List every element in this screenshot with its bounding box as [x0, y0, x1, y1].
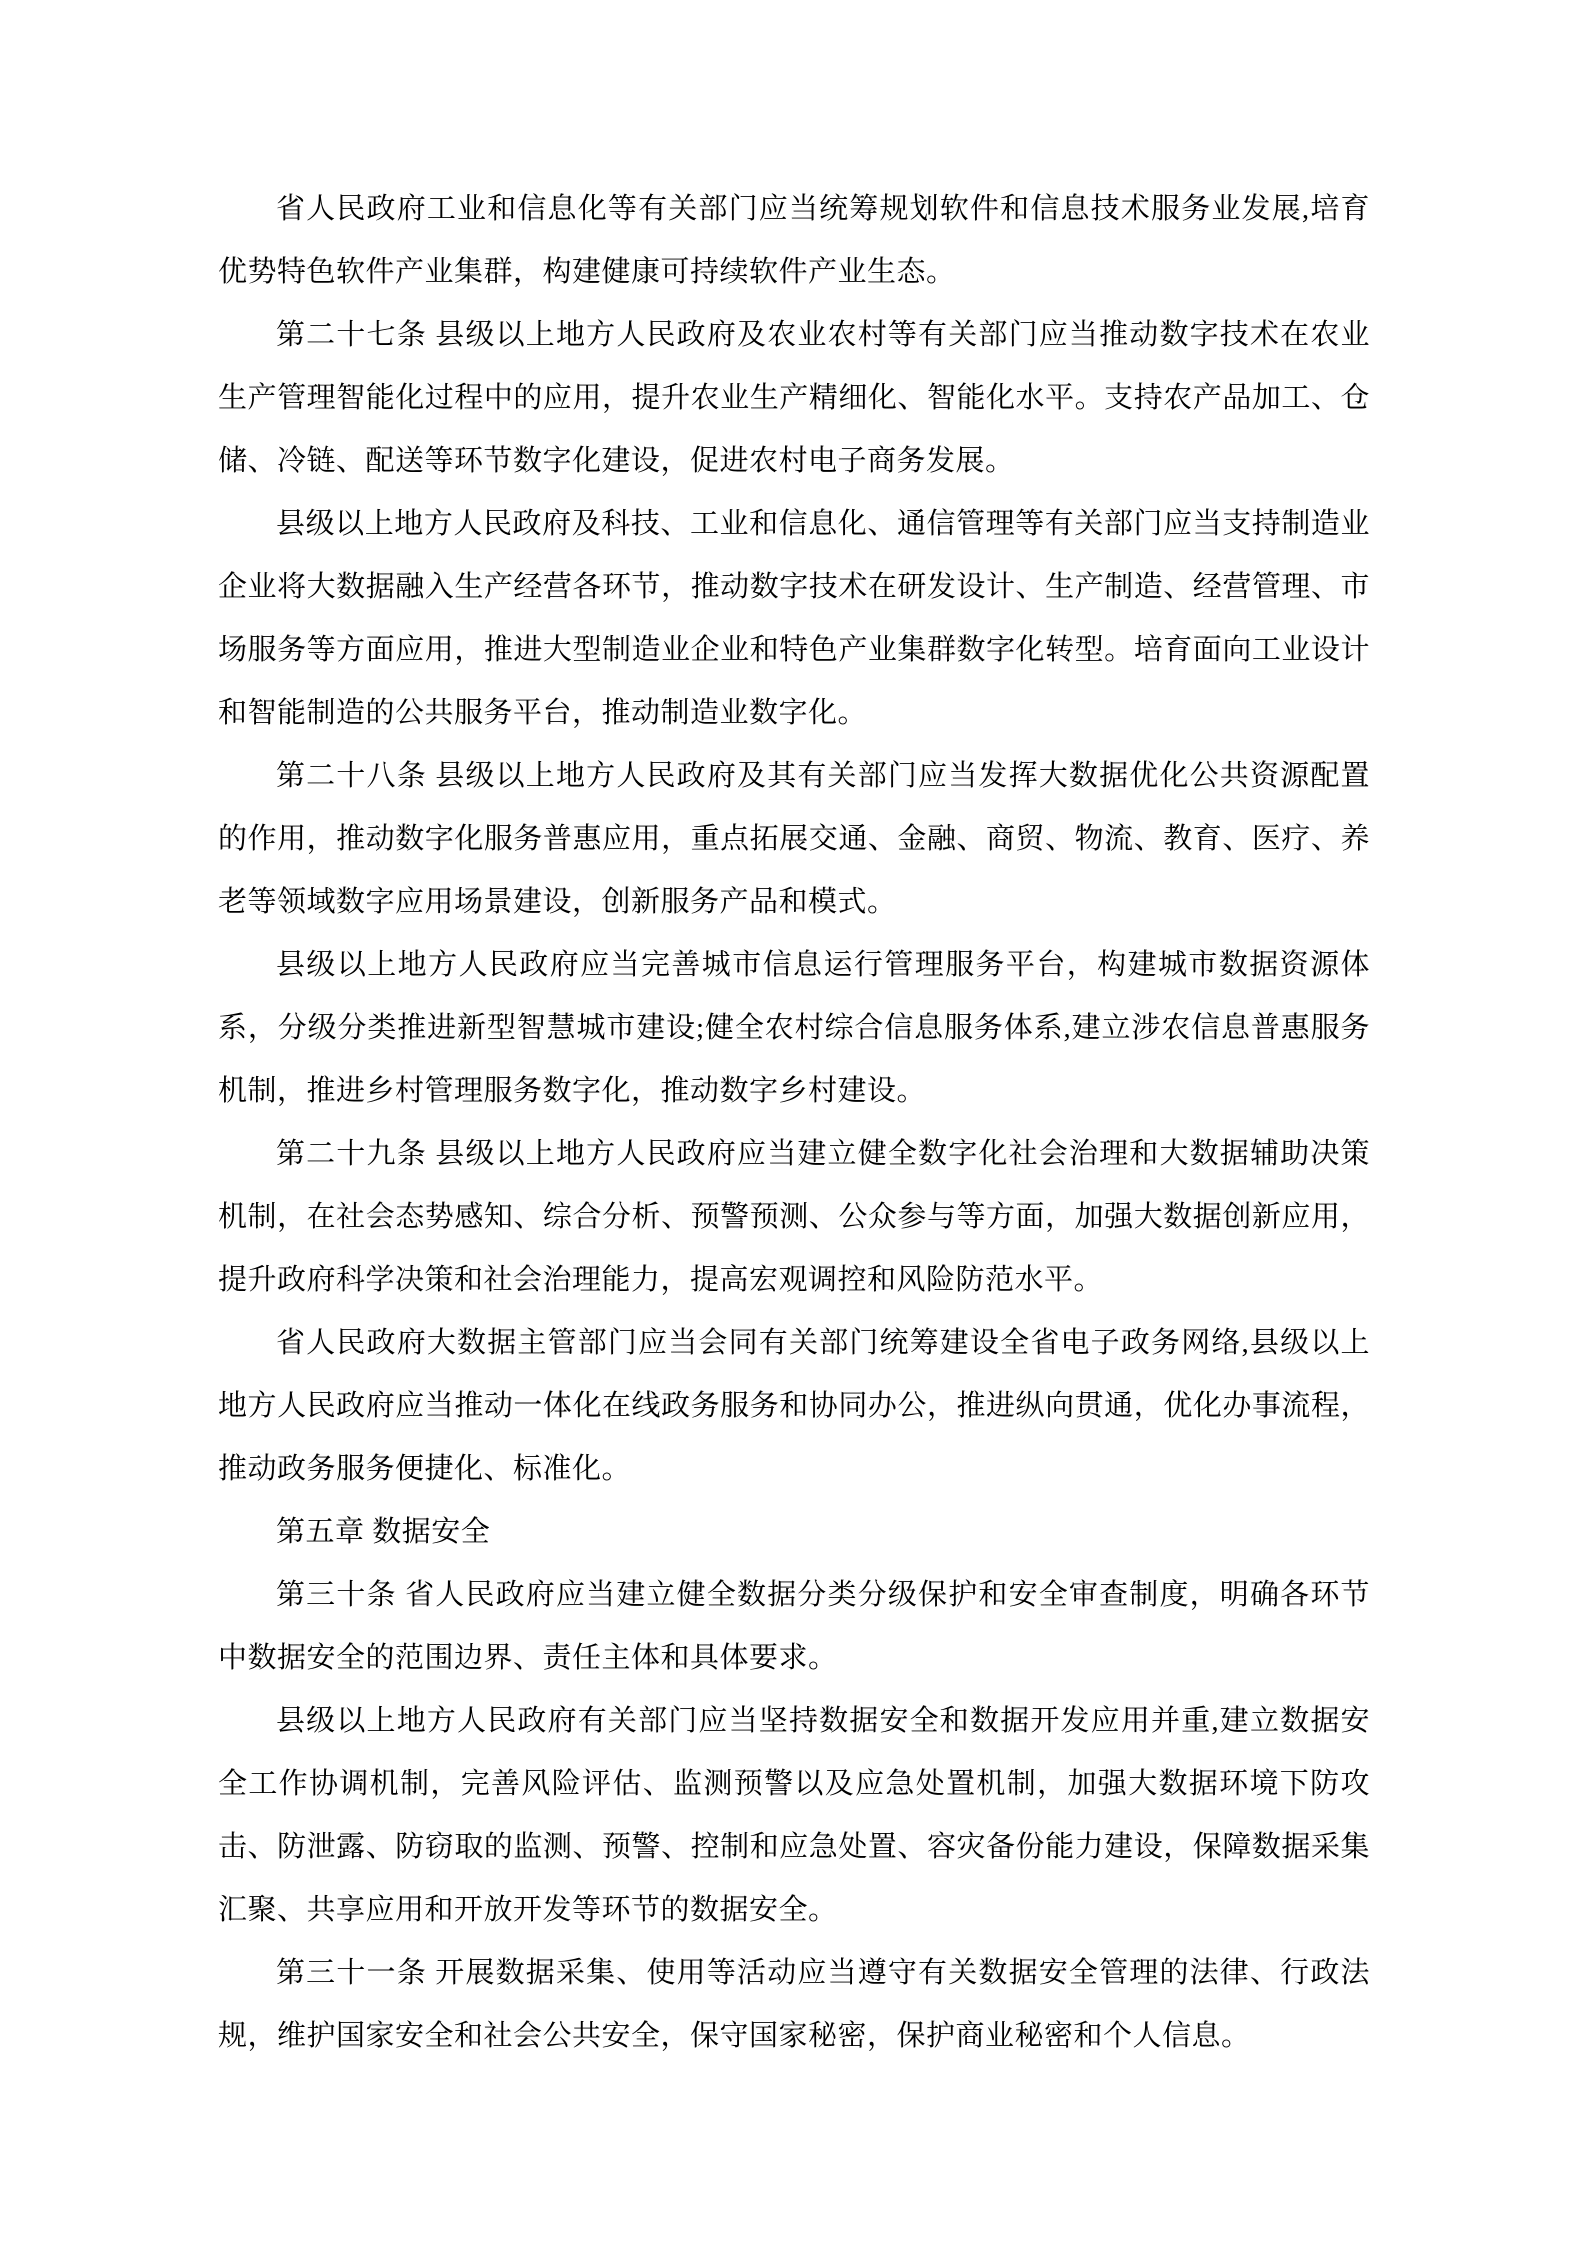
paragraph: 第三十一条 开展数据采集、使用等活动应当遵守有关数据安全管理的法律、行政法规，维护国家安全和社会公共安全，保守国家秘密，保护商业秘密和个人信息。: [218, 1957, 1370, 2052]
paragraph: 省人民政府大数据主管部门应当会同有关部门统筹建设全省电子政务网络,县级以上地方人民政府应当推动一体化在线政务服务和协同办公，推进纵向贯通，优化办事流程，推动政务服务便捷化、标准化。: [218, 1327, 1370, 1485]
paragraph: 县级以上地方人民政府有关部门应当坚持数据安全和数据开发应用并重,建立数据安全工作协调机制，完善风险评估、监测预警以及应急处置机制，加强大数据环境下防攻击、防泄露、防窃取的监测、预警、控制和应急处置、容灾备份能力建设，保障数据采集汇聚、共享应用和开放开发等环节的数据安全。: [218, 1705, 1370, 1926]
paragraph: 县级以上地方人民政府及科技、工业和信息化、通信管理等有关部门应当支持制造业企业将大数据融入生产经营各环节，推动数字技术在研发设计、生产制造、经营管理、市场服务等方面应用，推进大型制造业企业和特色产业集群数字化转型。培育面向工业设计和智能制造的公共服务平台，推动制造业数字化。: [218, 508, 1370, 729]
paragraph: 第二十八条 县级以上地方人民政府及其有关部门应当发挥大数据优化公共资源配置的作用，推动数字化服务普惠应用，重点拓展交通、金融、商贸、物流、教育、医疗、养老等领域数字应用场景建设，创新服务产品和模式。: [218, 760, 1370, 918]
paragraph: 第二十七条 县级以上地方人民政府及农业农村等有关部门应当推动数字技术在农业生产管理智能化过程中的应用，提升农业生产精细化、智能化水平。支持农产品加工、仓储、冷链、配送等环节数字化建设，促进农村电子商务发展。: [218, 319, 1370, 477]
paragraph: 第二十九条 县级以上地方人民政府应当建立健全数字化社会治理和大数据辅助决策机制，在社会态势感知、综合分析、预警预测、公众参与等方面，加强大数据创新应用，提升政府科学决策和社会治理能力，提高宏观调控和风险防范水平。: [218, 1138, 1370, 1296]
document-body: [218, 178, 1370, 2068]
paragraph: 省人民政府工业和信息化等有关部门应当统筹规划软件和信息技术服务业发展,培育优势特色软件产业集群，构建健康可持续软件产业生态。: [218, 193, 1370, 288]
paragraph: 第三十条 省人民政府应当建立健全数据分类分级保护和安全审查制度，明确各环节中数据安全的范围边界、责任主体和具体要求。: [218, 1579, 1370, 1674]
paragraph: 县级以上地方人民政府应当完善城市信息运行管理服务平台，构建城市数据资源体系，分级分类推进新型智慧城市建设;健全农村综合信息服务体系,建立涉农信息普惠服务机制，推进乡村管理服务数字化，推动数字乡村建设。: [218, 949, 1370, 1107]
chapter-heading: 第五章 数据安全: [276, 1516, 491, 1548]
